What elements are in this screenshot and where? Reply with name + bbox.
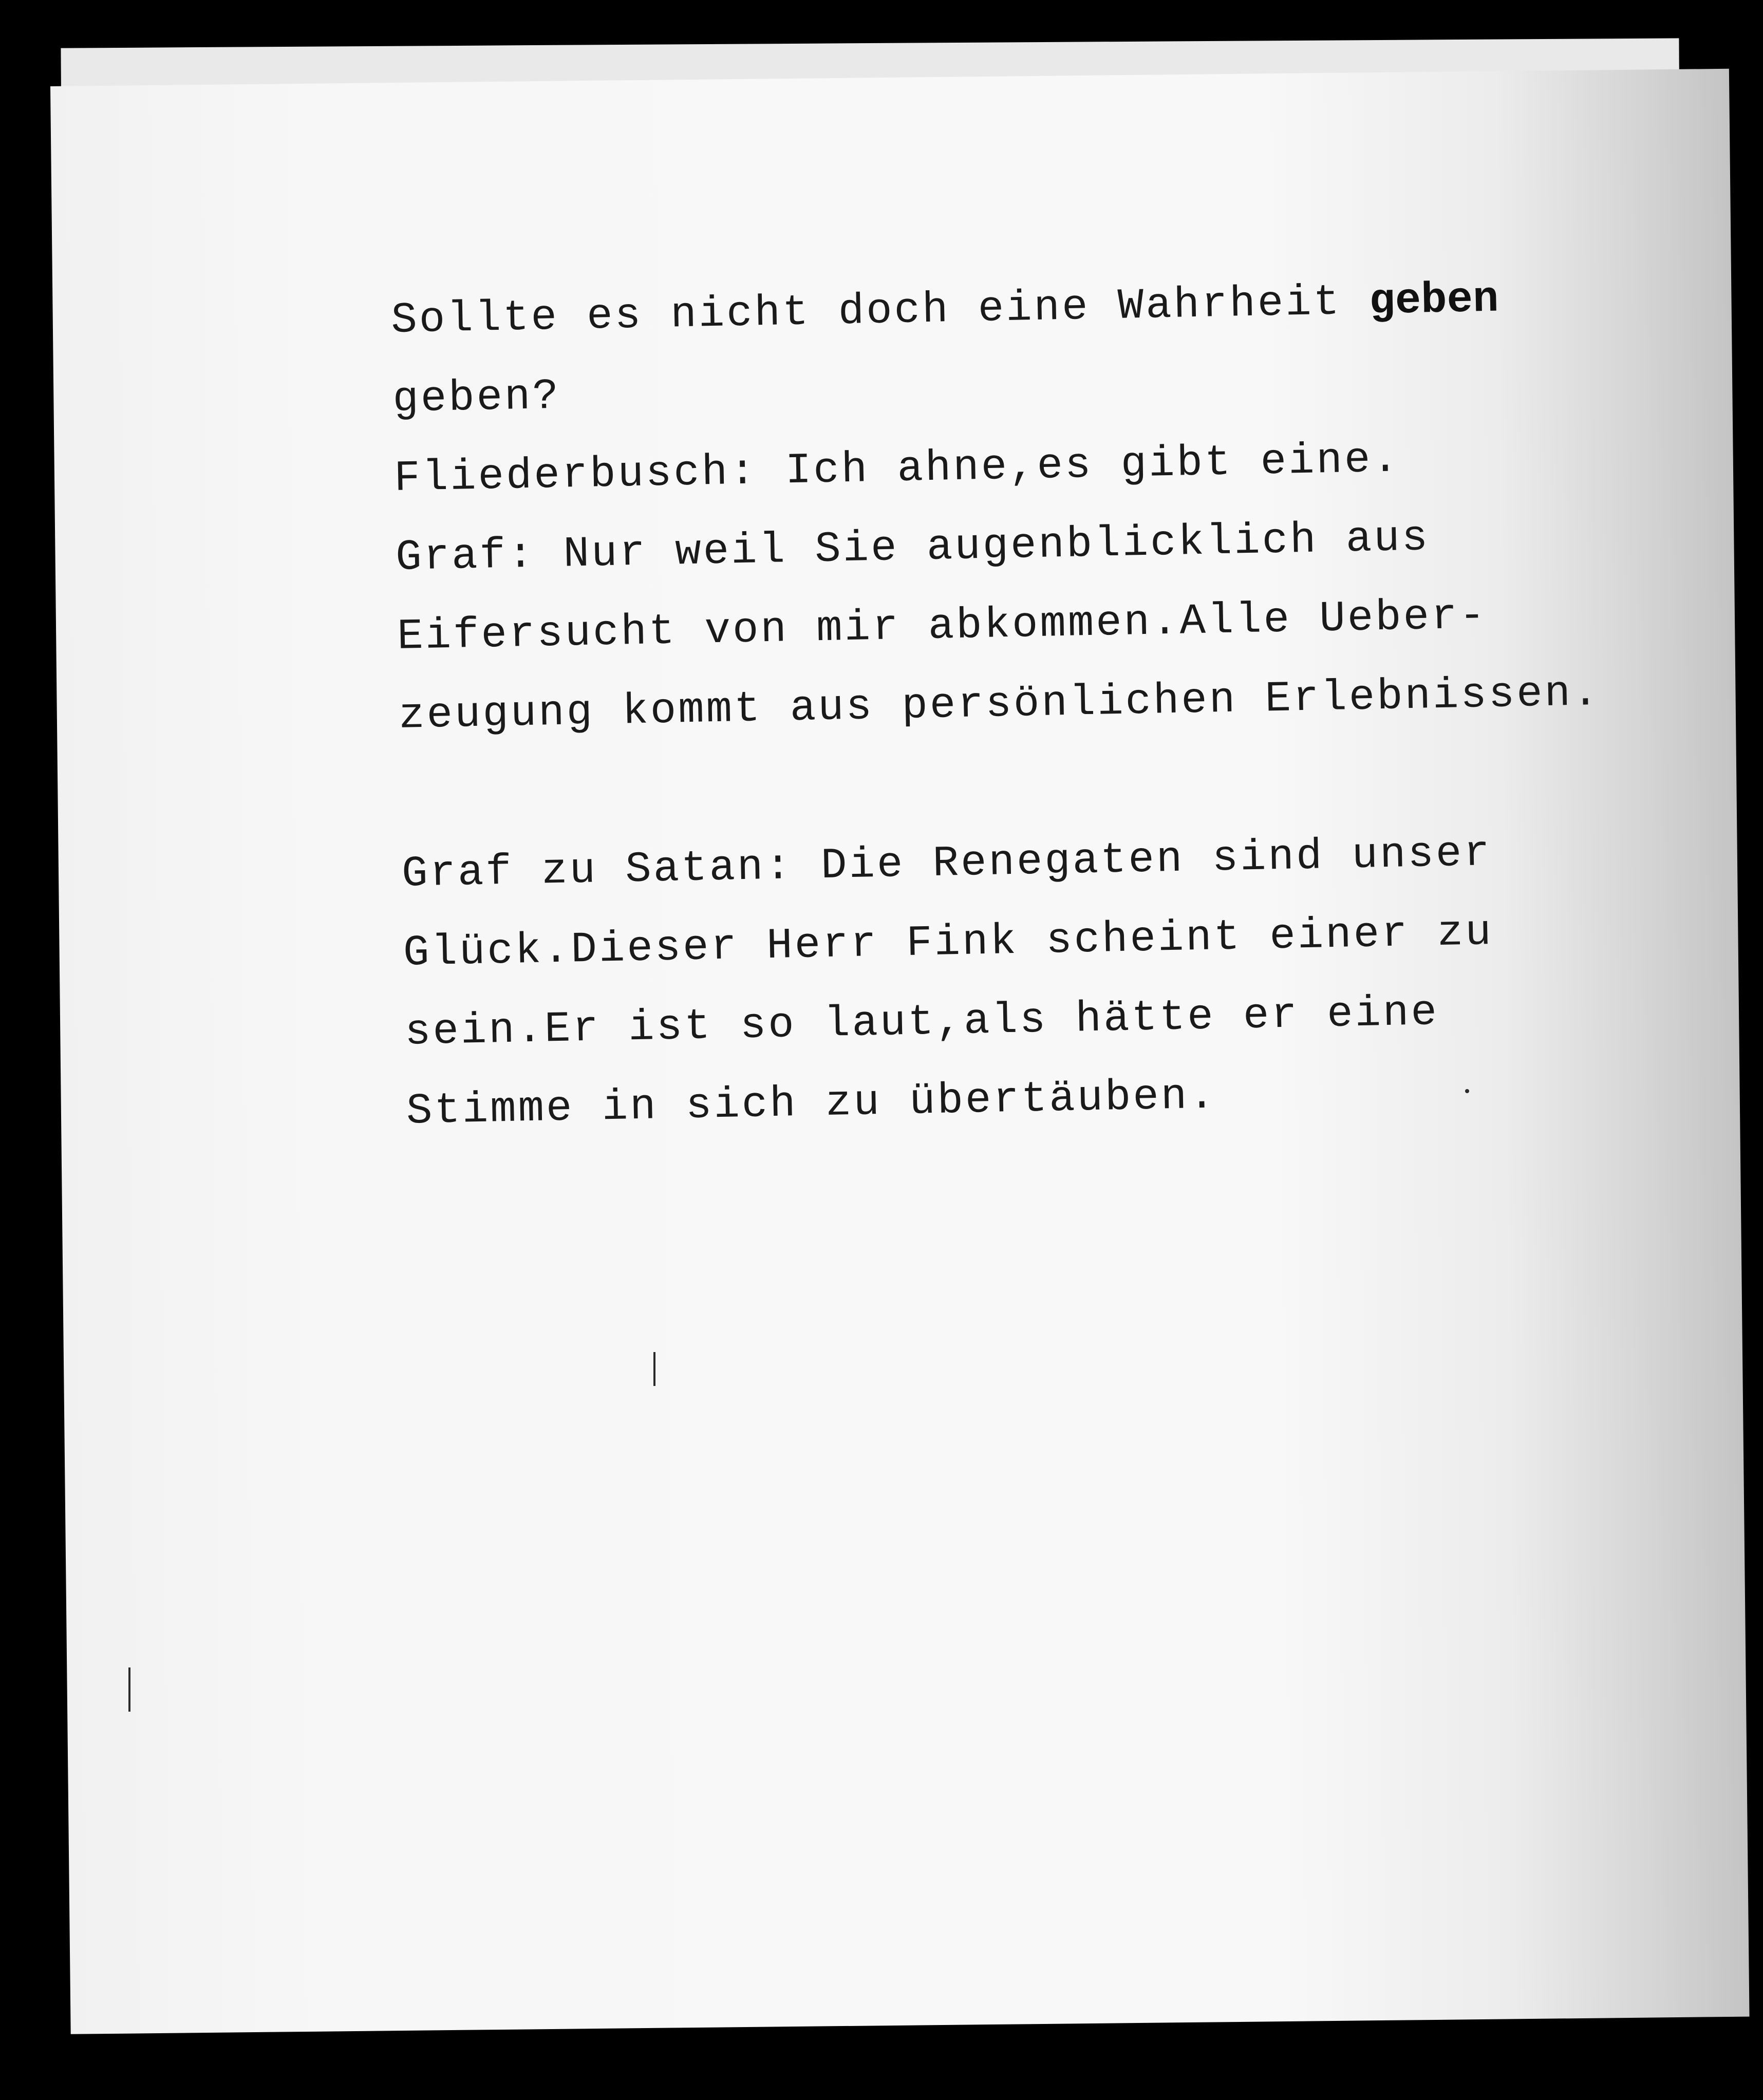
speck-mark xyxy=(1465,1089,1469,1093)
text-line-7: Graf zu Satan: Die Renegaten sind unser xyxy=(401,829,1492,899)
text-line-2: geben? xyxy=(392,372,561,424)
pencil-mark xyxy=(128,1667,130,1712)
text-line-4: Graf: Nur weil Sie augenblicklich aus xyxy=(395,514,1430,583)
bleed-through-shadow xyxy=(411,221,461,268)
text-line-3: Fliederbusch: Ich ahne,es gibt eine. xyxy=(393,435,1401,503)
text-line-1-content: Sollte es nicht doch eine Wahrheit xyxy=(390,278,1342,345)
struck-out-word: geben xyxy=(1368,275,1499,327)
page-text-block xyxy=(390,259,1601,1152)
pencil-mark xyxy=(653,1352,655,1386)
text-line-8: Glück.Dieser Herr Fink scheint einer zu xyxy=(403,908,1494,978)
text-line-6: zeugung kommt aus persönlichen Erlebnissen. xyxy=(398,668,1601,741)
text-line-10: Stimme in sich zu übertäuben. xyxy=(406,1072,1217,1136)
text-line-9: sein.Er ist so laut,als hätte er eine xyxy=(404,988,1439,1057)
text-line-5: Eifersucht von mir abkommen.Alle Ueber- xyxy=(397,592,1488,662)
